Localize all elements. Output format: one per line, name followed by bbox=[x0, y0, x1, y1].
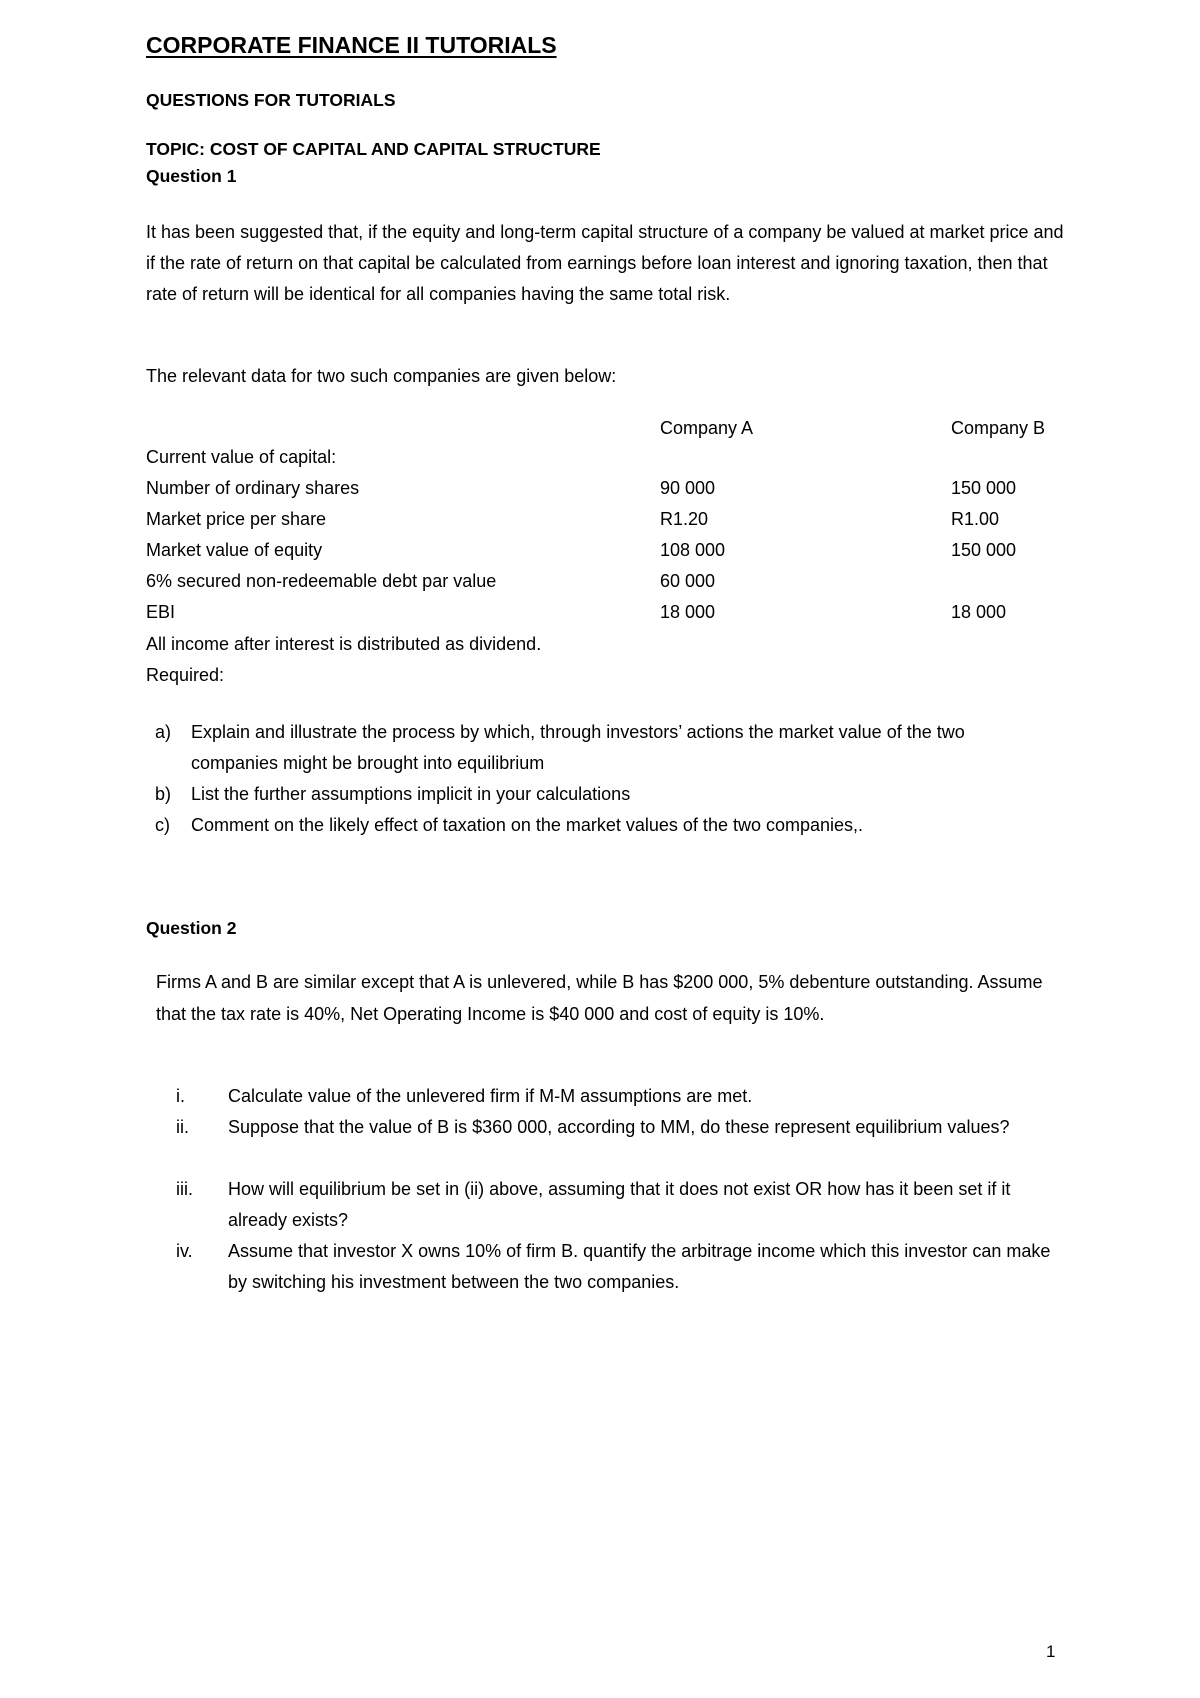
list-marker: c) bbox=[155, 815, 170, 835]
table-cell-company-a: 108 000 bbox=[660, 540, 726, 560]
list-item bbox=[155, 717, 1055, 779]
list-marker: ii. bbox=[176, 1117, 189, 1137]
table-cell-company-a: 90 000 bbox=[660, 478, 716, 498]
question-1-heading: Question 1 bbox=[146, 166, 237, 186]
document-title: CORPORATE FINANCE II TUTORIALS bbox=[146, 32, 557, 58]
table-section-label: Current value of capital: bbox=[146, 447, 337, 467]
table-row-label: Market value of equity bbox=[146, 540, 323, 560]
list-item-text: Assume that investor X owns 10% of firm B. quantify the arbitrage income which this investor can make by switching his investment between the two companies. bbox=[228, 1241, 1051, 1292]
document-subtitle: QUESTIONS FOR TUTORIALS bbox=[146, 90, 396, 110]
table-cell-company-a: 18 000 bbox=[660, 602, 716, 622]
list-marker: a) bbox=[155, 722, 172, 742]
list-item-text: Suppose that the value of B is $360 000, according to MM, do these represent equilibrium values? bbox=[228, 1117, 1010, 1137]
list-item bbox=[176, 1236, 1056, 1298]
table-cell-company-b: 150 000 bbox=[951, 540, 1017, 560]
list-item-text: List the further assumptions implicit in your calculations bbox=[191, 784, 631, 804]
list-item bbox=[176, 1112, 1056, 1174]
list-marker: i. bbox=[176, 1086, 185, 1106]
required-label: Required: bbox=[146, 665, 225, 685]
list-marker: iii. bbox=[176, 1179, 193, 1199]
table-cell-company-a: 60 000 bbox=[660, 571, 716, 591]
list-marker: b) bbox=[155, 784, 172, 804]
table-row-label: Market price per share bbox=[146, 509, 327, 529]
column-header-company-a: Company A bbox=[660, 418, 754, 438]
table-row-label: 6% secured non-redeemable debt par value bbox=[146, 571, 497, 591]
list-marker: iv. bbox=[176, 1241, 193, 1261]
list-item-text: Calculate value of the unlevered firm if M-M assumptions are met. bbox=[228, 1086, 753, 1106]
table-cell-company-b: 150 000 bbox=[951, 478, 1017, 498]
list-item-text: Explain and illustrate the process by which, through investors’ actions the market value of the two companies might be brought into equilibrium bbox=[191, 722, 965, 773]
dividend-note: All income after interest is distributed as dividend. bbox=[146, 634, 542, 654]
list-item bbox=[155, 779, 1055, 810]
column-header-company-b: Company B bbox=[951, 418, 1046, 438]
table-cell-company-b: R1.00 bbox=[951, 509, 1000, 529]
list-item bbox=[176, 1174, 1056, 1236]
list-item-text: Comment on the likely effect of taxation on the market values of the two companies,. bbox=[191, 815, 864, 835]
question-2-intro: Firms A and B are similar except that A is unlevered, while B has $200 000, 5% debenture outstanding. Assume that the tax rate is 40%, Net Operating Income is $40 000 and cost of equity is 10%. bbox=[156, 972, 1043, 1024]
question-1-intro: It has been suggested that, if the equity and long-term capital structure of a company be valued at market price and if the rate of return on that capital be calculated from earnings before loan interest and ignoring taxation, then that rate of return will be identical for all companies having the same total risk. bbox=[146, 222, 1064, 304]
table-cell-company-b: 18 000 bbox=[951, 602, 1007, 622]
page-number: 1 bbox=[1046, 1642, 1056, 1661]
table-cell-company-a: R1.20 bbox=[660, 509, 709, 529]
list-item bbox=[155, 810, 1055, 841]
table-row-label: EBI bbox=[146, 602, 176, 622]
topic-heading: TOPIC: COST OF CAPITAL AND CAPITAL STRUCTURE bbox=[146, 139, 601, 159]
table-row-label: Number of ordinary shares bbox=[146, 478, 360, 498]
list-item bbox=[176, 1081, 1056, 1112]
list-item-text: How will equilibrium be set in (ii) above, assuming that it does not exist OR how has it been set if it already exists? bbox=[228, 1179, 1011, 1230]
data-intro: The relevant data for two such companies are given below: bbox=[146, 366, 617, 386]
question-2-heading: Question 2 bbox=[146, 918, 237, 938]
